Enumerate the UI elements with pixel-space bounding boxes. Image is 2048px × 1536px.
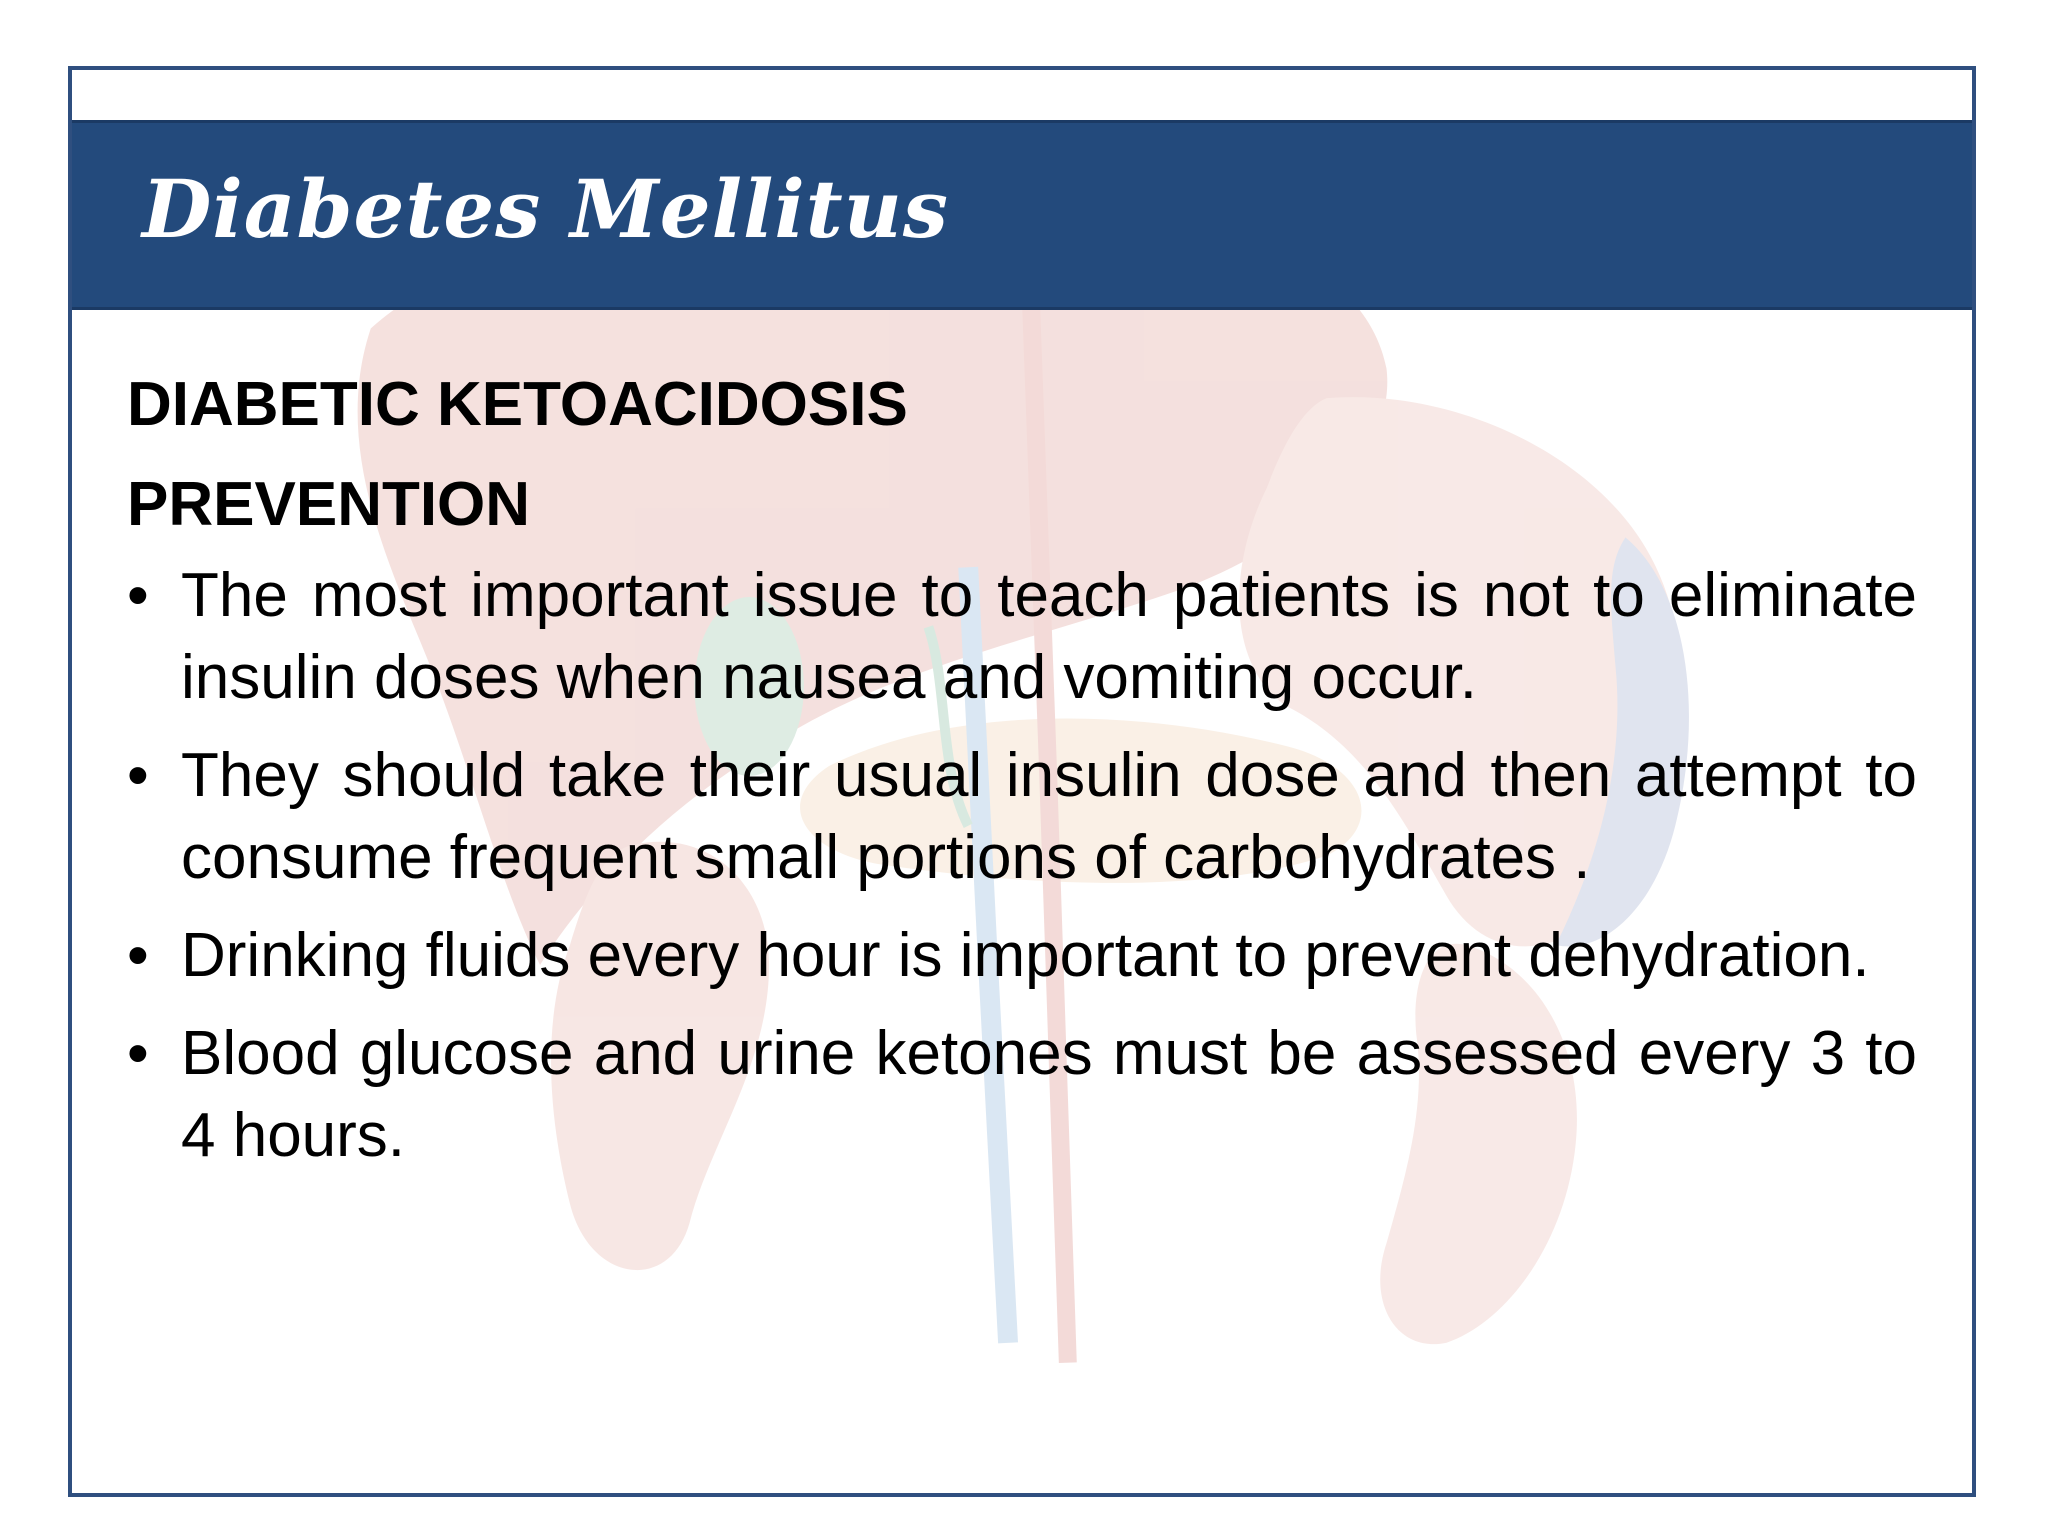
topic-heading: DIABETIC KETOACIDOSIS [127,370,908,439]
bullet-item [127,555,1917,719]
bullet-glyph: • [127,1019,149,1088]
bullet-text: The most important issue to teach patients is not to eliminate insulin doses when nausea and vomiting occur. [181,561,1917,712]
bullet-text: Blood glucose and urine ketones must be assessed every 3 to 4 hours. [181,1019,1917,1170]
bullet-glyph: • [127,561,149,630]
bullet-item [127,1013,1917,1177]
bullet-text: They should take their usual insulin dose and then attempt to consume frequent small portions of carbohydrates . [181,741,1917,892]
slide-frame [68,66,1976,1497]
slide-content [127,355,1917,1193]
title-bar [72,120,1972,310]
bullet-list [127,555,1917,1177]
bullet-glyph: • [127,921,149,990]
slide-title: Diabetes Mellitus [142,162,949,256]
bullet-text: Drinking fluids every hour is important to prevent dehydration. [181,921,1870,990]
bullet-item [127,915,1917,997]
bullet-item [127,735,1917,899]
subtopic-heading: PREVENTION [127,470,531,539]
bullet-glyph: • [127,741,149,810]
